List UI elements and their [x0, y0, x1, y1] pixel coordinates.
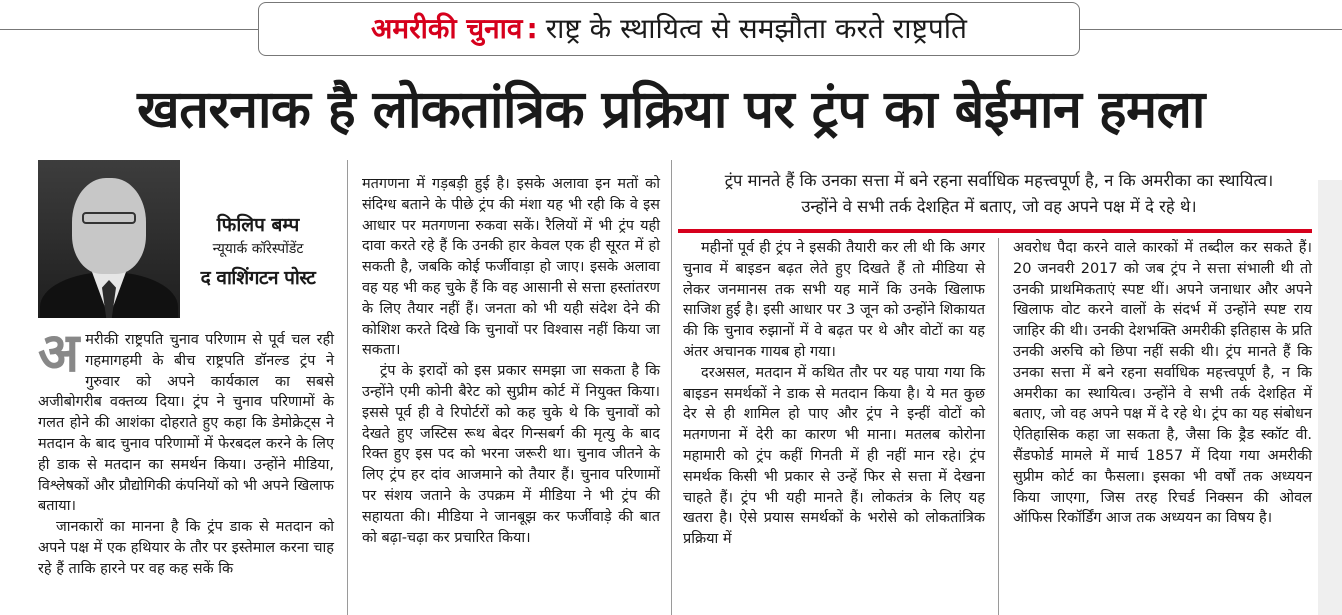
column-divider — [347, 160, 348, 615]
author-role: न्यूयार्क कॉरेस्पोंडेंट — [212, 241, 304, 257]
headline: खतरनाक है लोकतांत्रिक प्रक्रिया पर ट्रंप का बेईमान हमला — [137, 80, 1205, 140]
paragraph: ट्रंप के इरादों को इस प्रकार समझा जा सकता है कि उन्होंने एमी कोनी बैरेट को सुप्रीम कोर्ट में नियुक्त किया। इससे पूर्व ही वे रिपोर्टरों को कह चुके थे कि चुनावों को देखते हुए जस्टिस रूथ बेदर गिन्सबर्ग की मृत्यु के बाद रिक्त हुए इस पद को भरना जरूरी था। चुनाव जीतने के लिए ट्रंप हर दांव आजमाने को तैयार हैं। चुनाव परिणामों पर संशय जताने के उपक्रम में मीडिया ने भी ट्रंप की सहायता की। मीडिया ने जानबूझ कर फर्जीवाड़े की बात को बढ़ा-चढ़ा कर प्रचारित किया। — [362, 363, 660, 546]
photo-face — [72, 178, 146, 274]
kicker-separator: : — [526, 12, 538, 45]
article-column-2 — [362, 174, 660, 548]
column-divider — [671, 160, 672, 615]
paragraph-text: मरीकी राष्ट्रपति चुनाव परिणाम से पूर्व चल रही गहमागहमी के बीच राष्ट्रपति डॉनल्ड ट्रंप ने गुरुवार को अपने कार्यकाल का सबसे अजीबोगरीब वक्तव्य दिया। ट्रंप ने चुनाव परिणामों के गलत होने की आशंका दोहराते हुए कहा कि डेमोक्रेट्स ने मतदान के बाद चुनाव परिणामों में फेरबदल करने के लिए ही डाक से मतदान का समर्थन किया। उन्होंने मीडिया, विश्लेषकों और प्रौद्योगिकी कंपनियों को भी अपने खिलाफ बताया। — [38, 332, 334, 515]
paragraph: दरअसल, मतदान में कथित तौर पर यह पाया गया कि बाइडन समर्थकों ने डाक से मतदान किया है। ये मत कुछ देर से ही शामिल हो पाए और ट्रंप ने इन्हीं वोटों को मतगणना में देरी का कारण भी माना। मतलब कोरोना महामारी को ट्रंप कहीं गिनती में ही नहीं मान रहे। ट्रंप समर्थक किसी भी प्रकार से उन्हें फिर से सत्ता में देखना चाहते हैं। ट्रंप भी यही मानते हैं। लोकतंत्र के लिए यह खतरा है। ऐसे प्रयास समर्थकों के भरोसे को लोकतांत्रिक प्रक्रिया में — [683, 364, 985, 548]
photo-glasses — [82, 212, 136, 224]
paragraph: मतगणना में गड़बड़ी हुई है। इसके अलावा इन मतों को संदिग्ध बताने के पीछे ट्रंप की मंशा यह भी रही कि वे इस आधार पर मतगणना रुकवा सकें। रैलियों में भी ट्रंप यही दावा करते रहे हैं कि उनकी हार केवल एक ही सूरत में हो सकती है, जबकि कोई फर्जीवाड़ा हो जाए। इसके अलावा वह यह भी कह चुके हैं कि वह आसानी से सत्ता हस्तांतरण के लिए तैयार नहीं हैं। जनता को भी यही संदेश देने की कोशिश करते दिखे कि चुनावों पर विश्वास नहीं किया जा सकता। — [362, 176, 660, 359]
publication-name: द वाशिंगटन पोस्ट — [200, 267, 316, 289]
column-divider — [998, 238, 999, 615]
page-edge — [1318, 180, 1342, 615]
pull-quote-line: उन्होंने वे सभी तर्क देशहित में बताए, जो वह अपने पक्ष में दे रहे थे। — [801, 197, 1197, 216]
drop-cap: अ — [38, 321, 80, 384]
paragraph: जानकारों का मानना है कि ट्रंप डाक से मतदान को अपने पक्ष में एक हथियार के तौर पर इस्तेमाल करना चाह रहे हैं ताकि हारने पर वह कह सकें कि — [38, 519, 334, 577]
article-column-4 — [1013, 238, 1312, 529]
paragraph — [38, 321, 334, 517]
paragraph: अवरोध पैदा करने वाले कारकों में तब्दील कर सकते हैं। 20 जनवरी 2017 को जब ट्रंप ने सत्ता संभाली थी तो उनकी प्राथमिकताएं स्पष्ट थीं। अपने जनाधार और अपने खिलाफ वोट करने वालों के संदर्भ में उन्होंने स्पष्ट राय जाहिर की थी। उनकी देशभक्ति अमरीकी इतिहास के प्रति उनकी अरुचि को छिपा नहीं सकी थी। ट्रंप मानते हैं कि उनका सत्ता में बने रहना सर्वाधिक महत्त्वपूर्ण है, न कि अमरीका का स्थायित्व। उन्होंने वे सभी तर्क देशहित में बताए, जो वह अपने पक्ष में दे रहे थे। ट्रंप का यह संबोधन ऐतिहासिक कहा जा सकता है, जैसा कि ड्रैड स्कॉट वी. सैंडफोर्ड मामले में मार्च 1857 में दिया गया अमरीकी सुप्रीम कोर्ट का फैसला। इसका भी वर्षों तक अध्ययन किया जाएगा, जिस तरह रिचर्ड निक्सन की ओवल ऑफिस रिकॉर्डिंग आज तक अध्ययन का विषय है। — [1013, 240, 1312, 527]
kicker-box — [258, 2, 1080, 56]
article-column-3 — [683, 238, 985, 550]
kicker-rule-left — [0, 29, 258, 30]
pull-quote-rule — [678, 229, 1312, 233]
kicker-rule-right — [1080, 29, 1342, 30]
paragraph: महीनों पूर्व ही ट्रंप ने इसकी तैयारी कर ली थी कि अगर चुनाव में बाइडन बढ़त लेते हुए दिखते हैं तो मीडिया से लेकर जनमानस तक सभी यह मानें कि उनके खिलाफ साजिश हुई है। इसी आधार पर 3 जून को उन्होंने शिकायत की कि चुनाव रुझानों में वे बढ़त पर थे और वोटों का यह अंतर अचानक गायब हो गया। — [683, 240, 985, 360]
pull-quote-line: ट्रंप मानते हैं कि उनका सत्ता में बने रहना सर्वाधिक महत्त्वपूर्ण है, न कि अमरीका का स्थायित्व। — [724, 171, 1274, 190]
byline — [38, 160, 328, 320]
author-photo — [38, 160, 180, 318]
author-name: फिलिप बम्प — [216, 214, 300, 236]
kicker-text: राष्ट्र के स्थायित्व से समझौता करते राष्ट्रपति — [545, 12, 967, 45]
article-column-1 — [38, 321, 334, 580]
pull-quote — [680, 168, 1318, 220]
kicker-label: अमरीकी चुनाव — [371, 12, 523, 45]
